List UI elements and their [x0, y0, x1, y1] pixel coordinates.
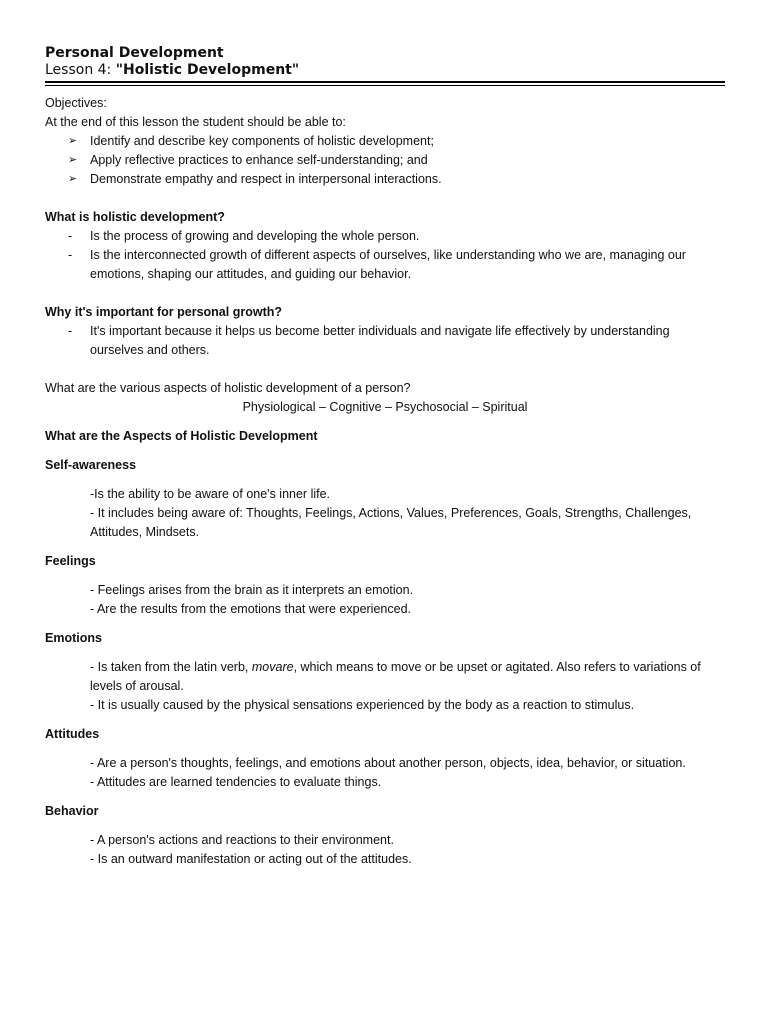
arrow-bullet-icon: ➢: [68, 173, 78, 185]
objective-text: Identify and describe key components of holistic development;: [90, 134, 434, 148]
latin-verb: movare: [251, 660, 294, 674]
objectives-intro: At the end of this lesson the student should be able to:: [45, 115, 346, 129]
self-awareness-line: -Is the ability to be aware of one's inner life.: [90, 487, 331, 501]
what-is-section: [45, 208, 725, 284]
header-double-rule: [45, 81, 725, 86]
lesson-title: [45, 62, 725, 79]
objectives-section: [45, 94, 725, 189]
dash-bullet: -: [68, 248, 73, 262]
why-text: It's important because it helps us become better individuals and navigate life effectively by understanding ourselves and others.: [90, 324, 670, 357]
objective-text: Apply reflective practices to enhance self-understanding; and: [90, 153, 428, 167]
what-is-heading: What is holistic development?: [45, 210, 225, 224]
list-item: [45, 227, 725, 246]
aspects-answer: Physiological – Cognitive – Psychosocial – Spiritual: [242, 400, 528, 414]
feelings-line: - Are the results from the emotions that were experienced.: [90, 602, 411, 616]
aspects-question: What are the various aspects of holistic development of a person?: [45, 381, 411, 395]
emotions-section: [45, 629, 725, 715]
document-header: [45, 45, 725, 86]
attitudes-section: [45, 725, 725, 792]
aspects-question-section: [45, 379, 725, 417]
emotions-line: - It is usually caused by the physical sensations experienced by the body as a reaction to stimulus.: [90, 698, 635, 712]
dash-bullet: -: [68, 229, 73, 243]
objectives-list: [45, 132, 725, 189]
behavior-line: - Is an outward manifestation or acting out of the attitudes.: [90, 852, 412, 866]
behavior-heading: Behavior: [45, 804, 99, 818]
feelings-line: - Feelings arises from the brain as it interprets an emotion.: [90, 583, 414, 597]
arrow-bullet-icon: ➢: [68, 154, 78, 166]
why-heading: Why it's important for personal growth?: [45, 305, 282, 319]
feelings-section: [45, 552, 725, 619]
lesson-prefix: Lesson 4:: [45, 62, 116, 78]
objective-text: Demonstrate empathy and respect in interpersonal interactions.: [90, 172, 442, 186]
self-awareness-section: [45, 456, 725, 542]
behavior-line: - A person's actions and reactions to their environment.: [90, 833, 394, 847]
objectives-label: Objectives:: [45, 96, 107, 110]
attitudes-heading: Attitudes: [45, 727, 100, 741]
why-list: [45, 322, 725, 360]
list-item: [45, 322, 725, 360]
document-page: [45, 45, 725, 869]
feelings-heading: Feelings: [45, 554, 96, 568]
what-is-list: [45, 227, 725, 284]
why-section: [45, 303, 725, 360]
aspects-heading: What are the Aspects of Holistic Development: [45, 429, 318, 443]
list-item: [45, 246, 725, 284]
behavior-section: [45, 802, 725, 869]
list-item: [45, 170, 725, 189]
lesson-name: "Holistic Development": [115, 62, 300, 78]
list-item: [45, 151, 725, 170]
emotions-heading: Emotions: [45, 631, 102, 645]
dash-bullet: -: [68, 324, 73, 338]
self-awareness-heading: Self-awareness: [45, 458, 137, 472]
self-awareness-line: - It includes being aware of: Thoughts, Feelings, Actions, Values, Preferences, Goals, Strengths, Challenges, Attitudes, Mindsets.: [90, 506, 692, 539]
what-is-text: Is the interconnected growth of different aspects of ourselves, like understanding who we are, managing our emotions, shaping our attitudes, and guiding our behavior.: [90, 248, 686, 281]
attitudes-line: - Are a person's thoughts, feelings, and emotions about another person, objects, idea, behavior, or situation.: [90, 756, 686, 770]
what-is-text: Is the process of growing and developing the whole person.: [90, 229, 420, 243]
attitudes-line: - Attitudes are learned tendencies to evaluate things.: [90, 775, 382, 789]
list-item: [45, 132, 725, 151]
arrow-bullet-icon: ➢: [68, 135, 78, 147]
course-title: Personal Development: [45, 45, 224, 61]
emotions-line: - Is taken from the latin verb, movare, which means to move or be upset or agitated. Also refers to variations of levels of arousal.: [90, 660, 701, 693]
